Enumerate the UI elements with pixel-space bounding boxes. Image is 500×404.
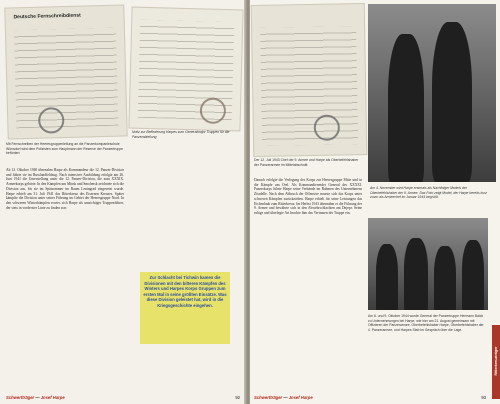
- right-body-text: Danach erfolgte die Verlegung des Korps zur Heeresgruppe Mitte und in die Kämpfe um Orel. Als Kommandierender General des XXXXI. Panzerkorps führte Harpe seine Verbände im Rahmen des Unternehmens Zitadelle. Nach dem Abbruch der Offensive musste sich das Korps unter schweren Kämpfen zurückziehen. Harpe erhielt für seine Leistungen das Eichenlaub zum Ritterkreuz. Im Herbst 1943 übernahm er die Führung der 9. Armee und bewährte sich in den Abwehrschlachten am Dnjepr. Seine ruhige und überlegte Art brachte ihm das Vertrauen der Truppe ein.: [254, 178, 362, 215]
- caption-teleprinter: Mit Fernschreiben der Heeresgruppenleitung an die Panzerkompanieschule Wünsdorf wird dem Polizisten zum Hauptmann der Reserve der Panzertruppe befördert: [6, 142, 124, 156]
- officer-figure-right: [432, 22, 472, 182]
- group-figure-1: [376, 244, 398, 310]
- caption-portrait: Am 4. November wird Harpe erstmals als Nachfolger Models der Oberbefehlshaber der 9. Armee. Das Foto zeigt Model, der Harpe bereits kurz zuvor als Armeechef im Januar 1944 begrüßt.: [370, 186, 487, 200]
- caption-promotion-note: Notiz zur Beförderung Harpes zum Generalmajor Truppen für die Panzerabteilung: [132, 130, 230, 139]
- left-page-number: 92: [235, 395, 240, 400]
- group-figure-3: [434, 246, 456, 310]
- left-body-text: Ab 12. Oktober 1940 übernahm Harpe als Kommandeur die 12. Panzer-Division und führte sie im Russlandfeldzug. Nach intensiver Ausbildung erfolgte am 26. Juni 1941 die Unterstellung unter die 12. Panzer-Division, die zum XXXIX. Armeekorps gehörte. In den Kämpfen um Minsk und Smolensk zeichnete sich die Division aus, bis sie im Spätsommer im Raum Leningrad eingesetzt wurde. Harpe erhielt am 31. Juli 1941 das Ritterkreuz des Eisernen Kreuzes. Später kämpfte die Division unter seiner Führung im Gebiet der Heeresgruppe Nord. In den schweren Winterkämpfen erwies sich Harpe als umsichtiger Truppenführer, der stets in vorderster Linie zu finden war.: [6, 168, 124, 210]
- officers-portrait-photo: [368, 4, 496, 182]
- left-footer: Schwertträger — Josef Harpe: [6, 395, 65, 400]
- document-lines: [14, 28, 119, 129]
- group-officers-photo: [368, 218, 488, 310]
- footer-person-name-right: Josef Harpe: [288, 395, 313, 400]
- right-page-number: 93: [481, 395, 486, 400]
- quote-callout: Zur Schlacht bei Tichwin kamen die Divisionen mit den bitteren Kämpfen des Winters und Harpes Korps Gruppen zum ersten Mal in seine größten Einsätze. Was diese Division geleistet hat, wird in die Kriegsgeschichte eingehen.: [140, 272, 230, 344]
- group-figure-2: [404, 238, 428, 310]
- group-figure-4: [462, 240, 484, 310]
- caption-group-photo: Am 6. und 9. Oktober 1944 wurde General der Panzertruppe Hermann Balck zu Unternehmungen bei Harpe, wie hier am 21. August gemeinsam mit Offizieren der Panzerarmee. Oberbefehlshaber Harpe, Oberbefehlshaber der 4. Panzerarmee, und Harpes Stab im Gespräch über die Lage.: [368, 314, 484, 332]
- promotion-note-image: [128, 7, 243, 132]
- stamp-mark: [38, 107, 65, 134]
- teleprinter-document-image: [4, 4, 127, 139]
- order-document-image: [251, 3, 368, 157]
- caption-order-document: Der 12. Juli 1943 Chef der 9. Armee und Harpe als Oberbefehlshaber der Panzerarmee im Mittelabschnitt.: [254, 158, 359, 167]
- footer-person-name: Josef Harpe: [40, 395, 65, 400]
- right-footer: Schwertträger — Josef Harpe: [254, 395, 313, 400]
- document-header: Deutsche Fernschreibdienst: [13, 12, 81, 21]
- officer-figure-left: [388, 34, 424, 182]
- chapter-side-tab: [492, 325, 500, 399]
- right-page: [250, 0, 500, 404]
- note-stamp: [200, 97, 227, 124]
- footer-series-title: Schwertträger: [6, 395, 35, 400]
- footer-series-title-right: Schwertträger: [254, 395, 283, 400]
- left-page: [0, 0, 246, 404]
- side-tab-label: Ritterkreuzträger: [494, 346, 498, 376]
- order-lines: [260, 26, 358, 146]
